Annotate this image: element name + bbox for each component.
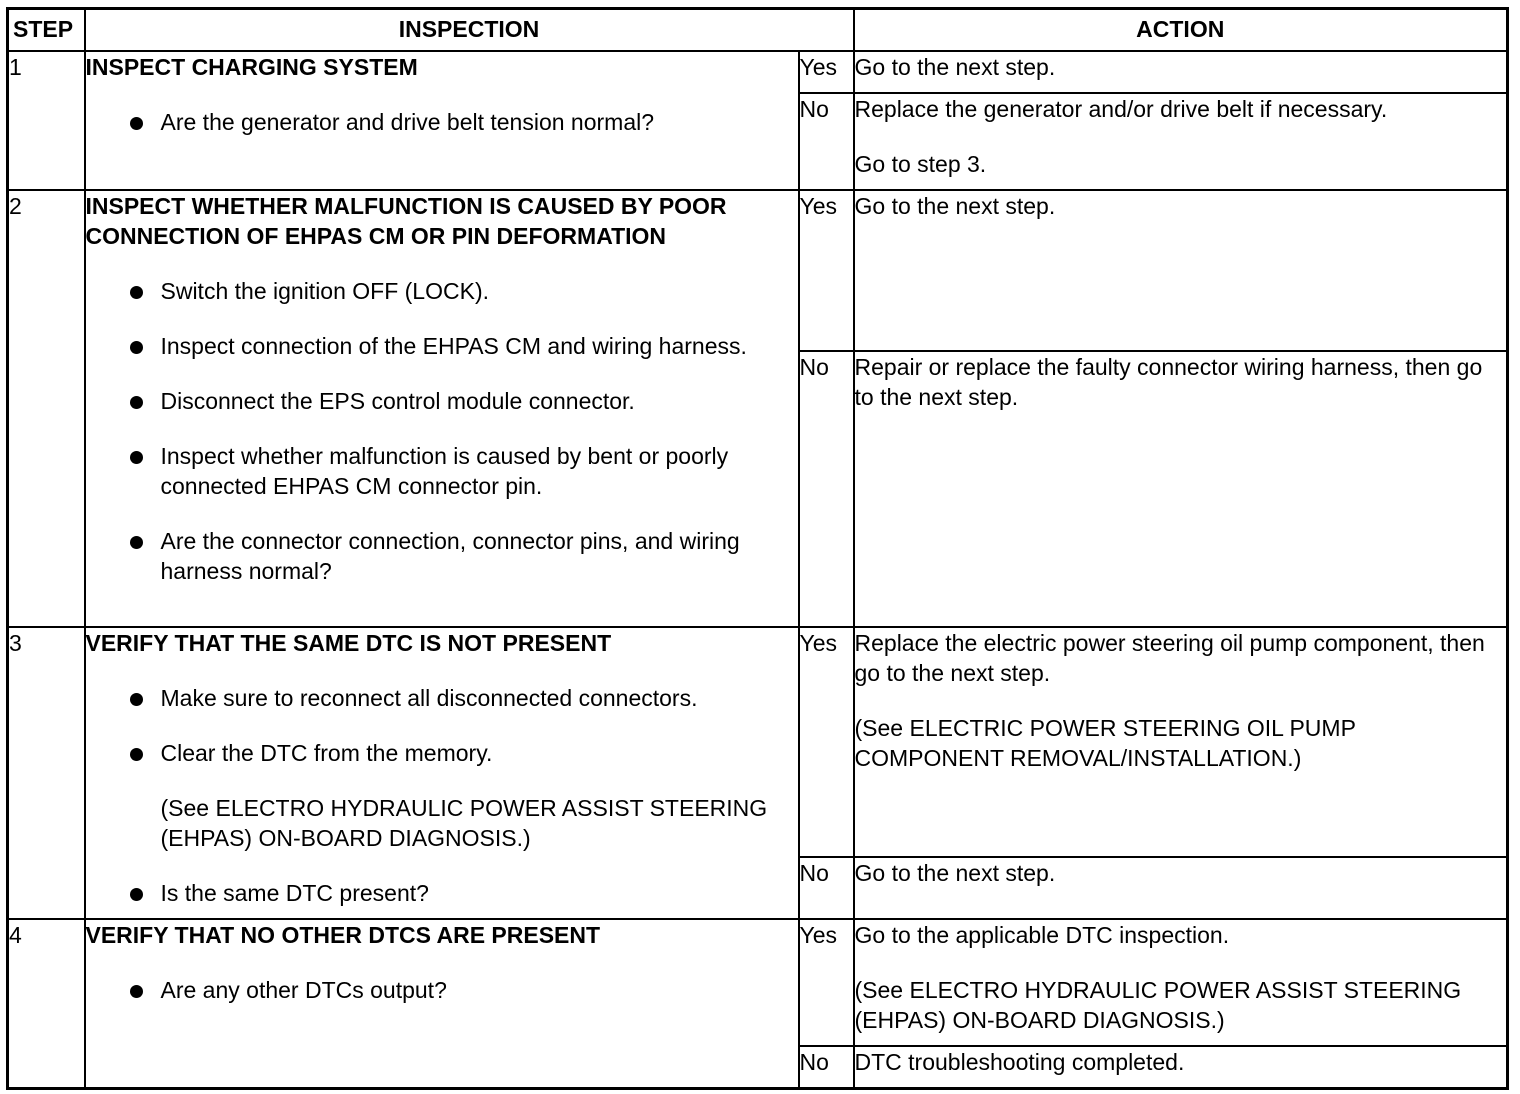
step-1-yes-action: Go to the next step. <box>854 51 1508 93</box>
diagnostic-procedure-table <box>6 7 1509 1090</box>
step-column-header: STEP <box>8 9 85 52</box>
step-3-item: Clear the DTC from the memory. <box>86 738 798 768</box>
step-3-note: (See ELECTRO HYDRAULIC POWER ASSIST STEERING (EHPAS) ON-BOARD DIAGNOSIS.) <box>160 795 768 851</box>
step-1-title: INSPECT CHARGING SYSTEM <box>85 54 418 80</box>
header-row <box>8 9 1508 52</box>
step-3-item: Is the same DTC present? <box>86 878 798 908</box>
step-2-item: Switch the ignition OFF (LOCK). <box>86 276 798 306</box>
step-2-yes-label: Yes <box>799 190 854 351</box>
step-4-no-action: DTC troubleshooting completed. <box>854 1046 1508 1088</box>
step-4-yes-row <box>8 919 1508 1046</box>
step-3-yes-action: Replace the electric power steering oil pump component, then go to the next step. (See ELECTRIC POWER STEERING OIL PUMP COMPONENT REMOVAL/INSTALLATION.) <box>854 627 1508 857</box>
inspection-column-header: INSPECTION <box>85 9 854 52</box>
step-3-yes-row <box>8 627 1508 857</box>
step-2-inspection <box>85 190 799 627</box>
step-4-yes-label: Yes <box>799 919 854 1046</box>
step-2-item: Inspect connection of the EHPAS CM and wiring harness. <box>86 331 798 361</box>
step-2-number: 2 <box>8 190 85 627</box>
step-4-no-label: No <box>799 1046 854 1088</box>
step-2-title: INSPECT WHETHER MALFUNCTION IS CAUSED BY POOR CONNECTION OF EHPAS CM OR PIN DEFORMATION <box>85 193 727 249</box>
step-4-title: VERIFY THAT NO OTHER DTCS ARE PRESENT <box>85 922 601 948</box>
step-4-inspection <box>85 919 799 1088</box>
bullet-icon <box>130 748 143 761</box>
bullet-icon <box>130 451 143 464</box>
step-3-no-label: No <box>799 857 854 919</box>
step-3-no-action: Go to the next step. <box>854 857 1508 919</box>
step-2-item: Inspect whether malfunction is caused by bent or poorly connected EHPAS CM connector pin. <box>86 441 798 501</box>
step-2-yes-action: Go to the next step. <box>854 190 1508 351</box>
step-2-item: Are the connector connection, connector pins, and wiring harness normal? <box>86 526 798 586</box>
bullet-icon <box>130 341 143 354</box>
step-4-number: 4 <box>8 919 85 1088</box>
step-2-yes-row <box>8 190 1508 351</box>
step-1-inspection <box>85 51 799 190</box>
step-1-yes-row <box>8 51 1508 93</box>
bullet-icon <box>130 888 143 901</box>
step-3-title: VERIFY THAT THE SAME DTC IS NOT PRESENT <box>85 630 612 656</box>
bullet-icon <box>130 117 143 130</box>
step-1-no-action: Replace the generator and/or drive belt if necessary. Go to step 3. <box>854 93 1508 190</box>
step-4-yes-action: Go to the applicable DTC inspection. (See ELECTRO HYDRAULIC POWER ASSIST STEERING (EHPAS) ON-BOARD DIAGNOSIS.) <box>854 919 1508 1046</box>
step-3-yes-label: Yes <box>799 627 854 857</box>
step-3-number: 3 <box>8 627 85 919</box>
step-3-item: Make sure to reconnect all disconnected connectors. <box>86 683 798 713</box>
step-2-no-action: Repair or replace the faulty connector wiring harness, then go to the next step. <box>854 351 1508 627</box>
bullet-icon <box>130 985 143 998</box>
step-1-yes-label: Yes <box>799 51 854 93</box>
action-column-header: ACTION <box>854 9 1508 52</box>
bullet-icon <box>130 693 143 706</box>
step-2-no-label: No <box>799 351 854 627</box>
step-4-item: Are any other DTCs output? <box>86 975 798 1005</box>
bullet-icon <box>130 536 143 549</box>
step-1-number: 1 <box>8 51 85 190</box>
step-2-item: Disconnect the EPS control module connector. <box>86 386 798 416</box>
bullet-icon <box>130 396 143 409</box>
bullet-icon <box>130 286 143 299</box>
step-1-no-label: No <box>799 93 854 190</box>
step-1-item: Are the generator and drive belt tension normal? <box>86 107 798 137</box>
step-3-inspection <box>85 627 799 919</box>
